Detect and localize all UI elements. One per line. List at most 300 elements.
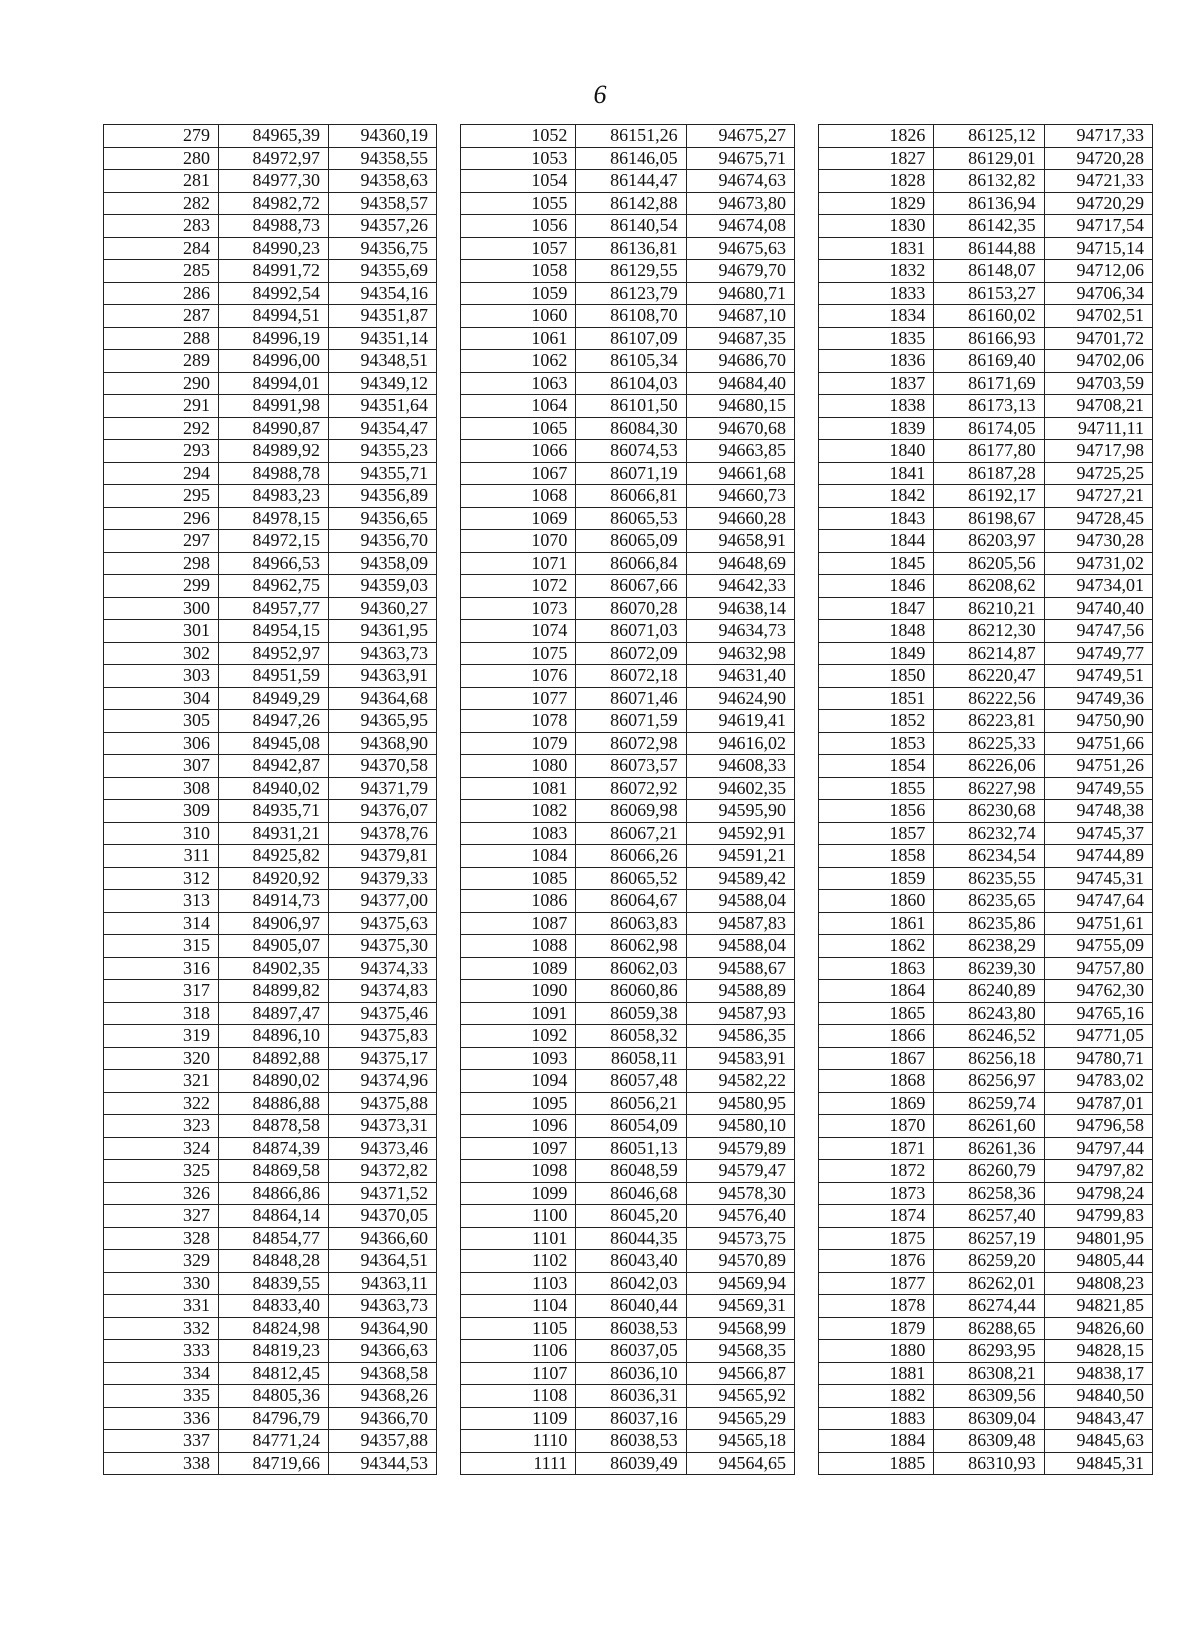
table-row bbox=[461, 1385, 795, 1408]
table-row bbox=[819, 890, 1153, 913]
point-number-cell: 1087 bbox=[461, 912, 576, 935]
x-coordinate-cell: 84819,23 bbox=[219, 1340, 329, 1363]
y-coordinate-cell: 94728,45 bbox=[1044, 507, 1152, 530]
y-coordinate-cell: 94588,04 bbox=[686, 890, 794, 913]
y-coordinate-cell: 94566,87 bbox=[686, 1362, 794, 1385]
point-number-cell: 1864 bbox=[819, 980, 934, 1003]
x-coordinate-cell: 84991,72 bbox=[219, 260, 329, 283]
table-row bbox=[461, 1047, 795, 1070]
y-coordinate-cell: 94799,83 bbox=[1044, 1205, 1152, 1228]
y-coordinate-cell: 94845,31 bbox=[1044, 1452, 1152, 1475]
y-coordinate-cell: 94734,01 bbox=[1044, 575, 1152, 598]
table-row bbox=[461, 147, 795, 170]
y-coordinate-cell: 94366,70 bbox=[329, 1407, 437, 1430]
y-coordinate-cell: 94592,91 bbox=[686, 822, 794, 845]
x-coordinate-cell: 86072,92 bbox=[576, 777, 686, 800]
y-coordinate-cell: 94579,47 bbox=[686, 1160, 794, 1183]
table-row bbox=[461, 237, 795, 260]
point-number-cell: 1875 bbox=[819, 1227, 934, 1250]
y-coordinate-cell: 94569,94 bbox=[686, 1272, 794, 1295]
y-coordinate-cell: 94660,73 bbox=[686, 485, 794, 508]
point-number-cell: 286 bbox=[104, 282, 219, 305]
x-coordinate-cell: 84878,58 bbox=[219, 1115, 329, 1138]
point-number-cell: 331 bbox=[104, 1295, 219, 1318]
table-row bbox=[104, 327, 437, 350]
y-coordinate-cell: 94828,15 bbox=[1044, 1340, 1152, 1363]
x-coordinate-cell: 86238,29 bbox=[934, 935, 1044, 958]
table-row bbox=[819, 1317, 1153, 1340]
table-row bbox=[461, 305, 795, 328]
point-number-cell: 336 bbox=[104, 1407, 219, 1430]
table-row bbox=[819, 710, 1153, 733]
table-row bbox=[461, 912, 795, 935]
table-row bbox=[104, 980, 437, 1003]
x-coordinate-cell: 86058,32 bbox=[576, 1025, 686, 1048]
point-number-cell: 1067 bbox=[461, 462, 576, 485]
table-row bbox=[819, 597, 1153, 620]
point-number-cell: 299 bbox=[104, 575, 219, 598]
point-number-cell: 1858 bbox=[819, 845, 934, 868]
point-number-cell: 1080 bbox=[461, 755, 576, 778]
x-coordinate-cell: 84992,54 bbox=[219, 282, 329, 305]
point-number-cell: 1063 bbox=[461, 372, 576, 395]
x-coordinate-cell: 86070,28 bbox=[576, 597, 686, 620]
x-coordinate-cell: 84989,92 bbox=[219, 440, 329, 463]
y-coordinate-cell: 94749,77 bbox=[1044, 642, 1152, 665]
y-coordinate-cell: 94573,75 bbox=[686, 1227, 794, 1250]
table-row bbox=[104, 845, 437, 868]
table-row bbox=[461, 1115, 795, 1138]
table-row bbox=[104, 417, 437, 440]
point-number-cell: 1863 bbox=[819, 957, 934, 980]
y-coordinate-cell: 94376,07 bbox=[329, 800, 437, 823]
y-coordinate-cell: 94638,14 bbox=[686, 597, 794, 620]
table-row bbox=[104, 800, 437, 823]
x-coordinate-cell: 86144,47 bbox=[576, 170, 686, 193]
table-row bbox=[104, 170, 437, 193]
point-number-cell: 1061 bbox=[461, 327, 576, 350]
table-row bbox=[461, 1092, 795, 1115]
x-coordinate-cell: 86062,03 bbox=[576, 957, 686, 980]
y-coordinate-cell: 94568,35 bbox=[686, 1340, 794, 1363]
point-number-cell: 1075 bbox=[461, 642, 576, 665]
point-number-cell: 1097 bbox=[461, 1137, 576, 1160]
coordinates-table-2 bbox=[460, 124, 795, 1475]
table-row bbox=[104, 597, 437, 620]
point-number-cell: 285 bbox=[104, 260, 219, 283]
x-coordinate-cell: 84931,21 bbox=[219, 822, 329, 845]
point-number-cell: 1844 bbox=[819, 530, 934, 553]
point-number-cell: 1874 bbox=[819, 1205, 934, 1228]
point-number-cell: 1859 bbox=[819, 867, 934, 890]
table-row bbox=[104, 620, 437, 643]
x-coordinate-cell: 84854,77 bbox=[219, 1227, 329, 1250]
y-coordinate-cell: 94375,46 bbox=[329, 1002, 437, 1025]
table-row bbox=[104, 710, 437, 733]
y-coordinate-cell: 94355,69 bbox=[329, 260, 437, 283]
table-row bbox=[819, 800, 1153, 823]
y-coordinate-cell: 94374,83 bbox=[329, 980, 437, 1003]
x-coordinate-cell: 86220,47 bbox=[934, 665, 1044, 688]
table-row bbox=[461, 687, 795, 710]
x-coordinate-cell: 86256,18 bbox=[934, 1047, 1044, 1070]
table-row bbox=[104, 192, 437, 215]
y-coordinate-cell: 94747,64 bbox=[1044, 890, 1152, 913]
x-coordinate-cell: 84771,24 bbox=[219, 1430, 329, 1453]
table-row bbox=[461, 1070, 795, 1093]
y-coordinate-cell: 94344,53 bbox=[329, 1452, 437, 1475]
table-row bbox=[819, 1160, 1153, 1183]
y-coordinate-cell: 94589,42 bbox=[686, 867, 794, 890]
table-row bbox=[461, 395, 795, 418]
x-coordinate-cell: 86274,44 bbox=[934, 1295, 1044, 1318]
y-coordinate-cell: 94679,70 bbox=[686, 260, 794, 283]
table-row bbox=[461, 845, 795, 868]
x-coordinate-cell: 86166,93 bbox=[934, 327, 1044, 350]
table-row bbox=[104, 530, 437, 553]
point-number-cell: 1077 bbox=[461, 687, 576, 710]
y-coordinate-cell: 94751,66 bbox=[1044, 732, 1152, 755]
x-coordinate-cell: 86043,40 bbox=[576, 1250, 686, 1273]
y-coordinate-cell: 94717,33 bbox=[1044, 125, 1152, 148]
table-row bbox=[819, 1430, 1153, 1453]
point-number-cell: 313 bbox=[104, 890, 219, 913]
table-row bbox=[104, 372, 437, 395]
y-coordinate-cell: 94375,83 bbox=[329, 1025, 437, 1048]
y-coordinate-cell: 94634,73 bbox=[686, 620, 794, 643]
table-row bbox=[461, 1227, 795, 1250]
point-number-cell: 1866 bbox=[819, 1025, 934, 1048]
y-coordinate-cell: 94356,65 bbox=[329, 507, 437, 530]
x-coordinate-cell: 86187,28 bbox=[934, 462, 1044, 485]
x-coordinate-cell: 84982,72 bbox=[219, 192, 329, 215]
y-coordinate-cell: 94351,87 bbox=[329, 305, 437, 328]
table-row bbox=[819, 170, 1153, 193]
point-number-cell: 1841 bbox=[819, 462, 934, 485]
table-row bbox=[461, 552, 795, 575]
x-coordinate-cell: 84942,87 bbox=[219, 755, 329, 778]
y-coordinate-cell: 94717,98 bbox=[1044, 440, 1152, 463]
point-number-cell: 300 bbox=[104, 597, 219, 620]
point-number-cell: 319 bbox=[104, 1025, 219, 1048]
table-row bbox=[461, 822, 795, 845]
table-row bbox=[461, 665, 795, 688]
table-row bbox=[461, 372, 795, 395]
point-number-cell: 1085 bbox=[461, 867, 576, 890]
x-coordinate-cell: 84965,39 bbox=[219, 125, 329, 148]
table-row bbox=[819, 1182, 1153, 1205]
x-coordinate-cell: 84824,98 bbox=[219, 1317, 329, 1340]
point-number-cell: 330 bbox=[104, 1272, 219, 1295]
x-coordinate-cell: 86227,98 bbox=[934, 777, 1044, 800]
y-coordinate-cell: 94375,17 bbox=[329, 1047, 437, 1070]
y-coordinate-cell: 94711,11 bbox=[1044, 417, 1152, 440]
x-coordinate-cell: 86064,67 bbox=[576, 890, 686, 913]
y-coordinate-cell: 94602,35 bbox=[686, 777, 794, 800]
x-coordinate-cell: 84905,07 bbox=[219, 935, 329, 958]
y-coordinate-cell: 94751,61 bbox=[1044, 912, 1152, 935]
point-number-cell: 333 bbox=[104, 1340, 219, 1363]
point-number-cell: 305 bbox=[104, 710, 219, 733]
table-row bbox=[104, 1025, 437, 1048]
point-number-cell: 312 bbox=[104, 867, 219, 890]
table-row bbox=[104, 1182, 437, 1205]
point-number-cell: 290 bbox=[104, 372, 219, 395]
point-number-cell: 326 bbox=[104, 1182, 219, 1205]
y-coordinate-cell: 94745,31 bbox=[1044, 867, 1152, 890]
x-coordinate-cell: 86235,86 bbox=[934, 912, 1044, 935]
table-row bbox=[819, 777, 1153, 800]
table-row bbox=[104, 1295, 437, 1318]
y-coordinate-cell: 94371,79 bbox=[329, 777, 437, 800]
point-number-cell: 307 bbox=[104, 755, 219, 778]
table-row bbox=[461, 215, 795, 238]
point-number-cell: 1877 bbox=[819, 1272, 934, 1295]
x-coordinate-cell: 84914,73 bbox=[219, 890, 329, 913]
y-coordinate-cell: 94771,05 bbox=[1044, 1025, 1152, 1048]
x-coordinate-cell: 86036,31 bbox=[576, 1385, 686, 1408]
table-row bbox=[819, 350, 1153, 373]
point-number-cell: 1827 bbox=[819, 147, 934, 170]
y-coordinate-cell: 94745,37 bbox=[1044, 822, 1152, 845]
x-coordinate-cell: 86125,12 bbox=[934, 125, 1044, 148]
point-number-cell: 1090 bbox=[461, 980, 576, 1003]
y-coordinate-cell: 94364,90 bbox=[329, 1317, 437, 1340]
y-coordinate-cell: 94805,44 bbox=[1044, 1250, 1152, 1273]
table-row bbox=[461, 282, 795, 305]
point-number-cell: 1059 bbox=[461, 282, 576, 305]
x-coordinate-cell: 86230,68 bbox=[934, 800, 1044, 823]
x-coordinate-cell: 86259,74 bbox=[934, 1092, 1044, 1115]
y-coordinate-cell: 94680,71 bbox=[686, 282, 794, 305]
point-number-cell: 1073 bbox=[461, 597, 576, 620]
table-row bbox=[104, 1452, 437, 1475]
table-row bbox=[819, 822, 1153, 845]
x-coordinate-cell: 84962,75 bbox=[219, 575, 329, 598]
x-coordinate-cell: 86066,84 bbox=[576, 552, 686, 575]
y-coordinate-cell: 94660,28 bbox=[686, 507, 794, 530]
point-number-cell: 1094 bbox=[461, 1070, 576, 1093]
table-row bbox=[461, 1182, 795, 1205]
x-coordinate-cell: 86232,74 bbox=[934, 822, 1044, 845]
table-row bbox=[461, 440, 795, 463]
table-row bbox=[461, 1295, 795, 1318]
y-coordinate-cell: 94591,21 bbox=[686, 845, 794, 868]
table-row bbox=[104, 665, 437, 688]
table-row bbox=[104, 912, 437, 935]
y-coordinate-cell: 94349,12 bbox=[329, 372, 437, 395]
x-coordinate-cell: 86048,59 bbox=[576, 1160, 686, 1183]
point-number-cell: 1836 bbox=[819, 350, 934, 373]
point-number-cell: 294 bbox=[104, 462, 219, 485]
table-row bbox=[819, 957, 1153, 980]
table-row bbox=[461, 777, 795, 800]
point-number-cell: 1831 bbox=[819, 237, 934, 260]
x-coordinate-cell: 86151,26 bbox=[576, 125, 686, 148]
point-number-cell: 1076 bbox=[461, 665, 576, 688]
point-number-cell: 1871 bbox=[819, 1137, 934, 1160]
point-number-cell: 1107 bbox=[461, 1362, 576, 1385]
x-coordinate-cell: 84796,79 bbox=[219, 1407, 329, 1430]
point-number-cell: 306 bbox=[104, 732, 219, 755]
x-coordinate-cell: 86309,48 bbox=[934, 1430, 1044, 1453]
x-coordinate-cell: 84991,98 bbox=[219, 395, 329, 418]
y-coordinate-cell: 94368,90 bbox=[329, 732, 437, 755]
y-coordinate-cell: 94675,63 bbox=[686, 237, 794, 260]
y-coordinate-cell: 94576,40 bbox=[686, 1205, 794, 1228]
table-row bbox=[819, 440, 1153, 463]
point-number-cell: 1834 bbox=[819, 305, 934, 328]
x-coordinate-cell: 86104,03 bbox=[576, 372, 686, 395]
table-row bbox=[819, 1025, 1153, 1048]
table-row bbox=[104, 485, 437, 508]
x-coordinate-cell: 86060,86 bbox=[576, 980, 686, 1003]
table-row bbox=[461, 170, 795, 193]
point-number-cell: 1876 bbox=[819, 1250, 934, 1273]
point-number-cell: 1072 bbox=[461, 575, 576, 598]
point-number-cell: 328 bbox=[104, 1227, 219, 1250]
table-row bbox=[461, 1452, 795, 1475]
point-number-cell: 1880 bbox=[819, 1340, 934, 1363]
table-row bbox=[461, 1340, 795, 1363]
table-row bbox=[819, 372, 1153, 395]
table-row bbox=[819, 282, 1153, 305]
x-coordinate-cell: 84988,73 bbox=[219, 215, 329, 238]
point-number-cell: 1099 bbox=[461, 1182, 576, 1205]
x-coordinate-cell: 86039,49 bbox=[576, 1452, 686, 1475]
table-row bbox=[104, 507, 437, 530]
x-coordinate-cell: 86212,30 bbox=[934, 620, 1044, 643]
point-number-cell: 292 bbox=[104, 417, 219, 440]
point-number-cell: 1842 bbox=[819, 485, 934, 508]
y-coordinate-cell: 94675,71 bbox=[686, 147, 794, 170]
x-coordinate-cell: 84954,15 bbox=[219, 620, 329, 643]
point-number-cell: 1101 bbox=[461, 1227, 576, 1250]
point-number-cell: 1865 bbox=[819, 1002, 934, 1025]
table-row bbox=[819, 1362, 1153, 1385]
table-row bbox=[104, 1047, 437, 1070]
x-coordinate-cell: 86288,65 bbox=[934, 1317, 1044, 1340]
x-coordinate-cell: 86177,80 bbox=[934, 440, 1044, 463]
point-number-cell: 1068 bbox=[461, 485, 576, 508]
x-coordinate-cell: 86036,10 bbox=[576, 1362, 686, 1385]
x-coordinate-cell: 86040,44 bbox=[576, 1295, 686, 1318]
y-coordinate-cell: 94358,55 bbox=[329, 147, 437, 170]
point-number-cell: 1088 bbox=[461, 935, 576, 958]
table-row bbox=[104, 1205, 437, 1228]
point-number-cell: 332 bbox=[104, 1317, 219, 1340]
x-coordinate-cell: 86234,54 bbox=[934, 845, 1044, 868]
table-row bbox=[461, 867, 795, 890]
table-row bbox=[104, 1250, 437, 1273]
x-coordinate-cell: 86259,20 bbox=[934, 1250, 1044, 1273]
x-coordinate-cell: 84972,15 bbox=[219, 530, 329, 553]
x-coordinate-cell: 84812,45 bbox=[219, 1362, 329, 1385]
x-coordinate-cell: 84996,19 bbox=[219, 327, 329, 350]
y-coordinate-cell: 94358,63 bbox=[329, 170, 437, 193]
x-coordinate-cell: 86058,11 bbox=[576, 1047, 686, 1070]
point-number-cell: 1070 bbox=[461, 530, 576, 553]
table-row bbox=[819, 215, 1153, 238]
point-number-cell: 1057 bbox=[461, 237, 576, 260]
x-coordinate-cell: 86073,57 bbox=[576, 755, 686, 778]
point-number-cell: 1851 bbox=[819, 687, 934, 710]
point-number-cell: 1857 bbox=[819, 822, 934, 845]
point-number-cell: 1870 bbox=[819, 1115, 934, 1138]
x-coordinate-cell: 86205,56 bbox=[934, 552, 1044, 575]
y-coordinate-cell: 94797,44 bbox=[1044, 1137, 1152, 1160]
y-coordinate-cell: 94360,19 bbox=[329, 125, 437, 148]
y-coordinate-cell: 94642,33 bbox=[686, 575, 794, 598]
y-coordinate-cell: 94356,75 bbox=[329, 237, 437, 260]
point-number-cell: 1854 bbox=[819, 755, 934, 778]
x-coordinate-cell: 86309,04 bbox=[934, 1407, 1044, 1430]
x-coordinate-cell: 86169,40 bbox=[934, 350, 1044, 373]
y-coordinate-cell: 94359,03 bbox=[329, 575, 437, 598]
x-coordinate-cell: 84866,86 bbox=[219, 1182, 329, 1205]
point-number-cell: 311 bbox=[104, 845, 219, 868]
x-coordinate-cell: 86160,02 bbox=[934, 305, 1044, 328]
y-coordinate-cell: 94374,96 bbox=[329, 1070, 437, 1093]
x-coordinate-cell: 84886,88 bbox=[219, 1092, 329, 1115]
table-row bbox=[104, 777, 437, 800]
y-coordinate-cell: 94744,89 bbox=[1044, 845, 1152, 868]
point-number-cell: 1111 bbox=[461, 1452, 576, 1475]
table-row bbox=[819, 912, 1153, 935]
x-coordinate-cell: 86056,21 bbox=[576, 1092, 686, 1115]
point-number-cell: 1105 bbox=[461, 1317, 576, 1340]
point-number-cell: 1861 bbox=[819, 912, 934, 935]
table-row bbox=[819, 305, 1153, 328]
point-number-cell: 1106 bbox=[461, 1340, 576, 1363]
x-coordinate-cell: 84972,97 bbox=[219, 147, 329, 170]
point-number-cell: 1081 bbox=[461, 777, 576, 800]
y-coordinate-cell: 94363,11 bbox=[329, 1272, 437, 1295]
point-number-cell: 1848 bbox=[819, 620, 934, 643]
y-coordinate-cell: 94663,85 bbox=[686, 440, 794, 463]
table-row bbox=[819, 125, 1153, 148]
y-coordinate-cell: 94702,06 bbox=[1044, 350, 1152, 373]
point-number-cell: 1052 bbox=[461, 125, 576, 148]
point-number-cell: 334 bbox=[104, 1362, 219, 1385]
x-coordinate-cell: 86108,70 bbox=[576, 305, 686, 328]
point-number-cell: 1885 bbox=[819, 1452, 934, 1475]
x-coordinate-cell: 84983,23 bbox=[219, 485, 329, 508]
point-number-cell: 1853 bbox=[819, 732, 934, 755]
y-coordinate-cell: 94565,18 bbox=[686, 1430, 794, 1453]
x-coordinate-cell: 86171,69 bbox=[934, 372, 1044, 395]
x-coordinate-cell: 86262,01 bbox=[934, 1272, 1044, 1295]
point-number-cell: 338 bbox=[104, 1452, 219, 1475]
y-coordinate-cell: 94354,16 bbox=[329, 282, 437, 305]
y-coordinate-cell: 94720,29 bbox=[1044, 192, 1152, 215]
y-coordinate-cell: 94582,22 bbox=[686, 1070, 794, 1093]
table-row bbox=[461, 192, 795, 215]
point-number-cell: 1056 bbox=[461, 215, 576, 238]
table-row bbox=[104, 260, 437, 283]
x-coordinate-cell: 86214,87 bbox=[934, 642, 1044, 665]
y-coordinate-cell: 94365,95 bbox=[329, 710, 437, 733]
coordinates-table-1 bbox=[103, 124, 437, 1475]
table-row bbox=[461, 755, 795, 778]
y-coordinate-cell: 94616,02 bbox=[686, 732, 794, 755]
x-coordinate-cell: 86261,36 bbox=[934, 1137, 1044, 1160]
y-coordinate-cell: 94730,28 bbox=[1044, 530, 1152, 553]
table-row bbox=[461, 1160, 795, 1183]
y-coordinate-cell: 94765,16 bbox=[1044, 1002, 1152, 1025]
table-row bbox=[104, 1385, 437, 1408]
table-row bbox=[461, 1430, 795, 1453]
